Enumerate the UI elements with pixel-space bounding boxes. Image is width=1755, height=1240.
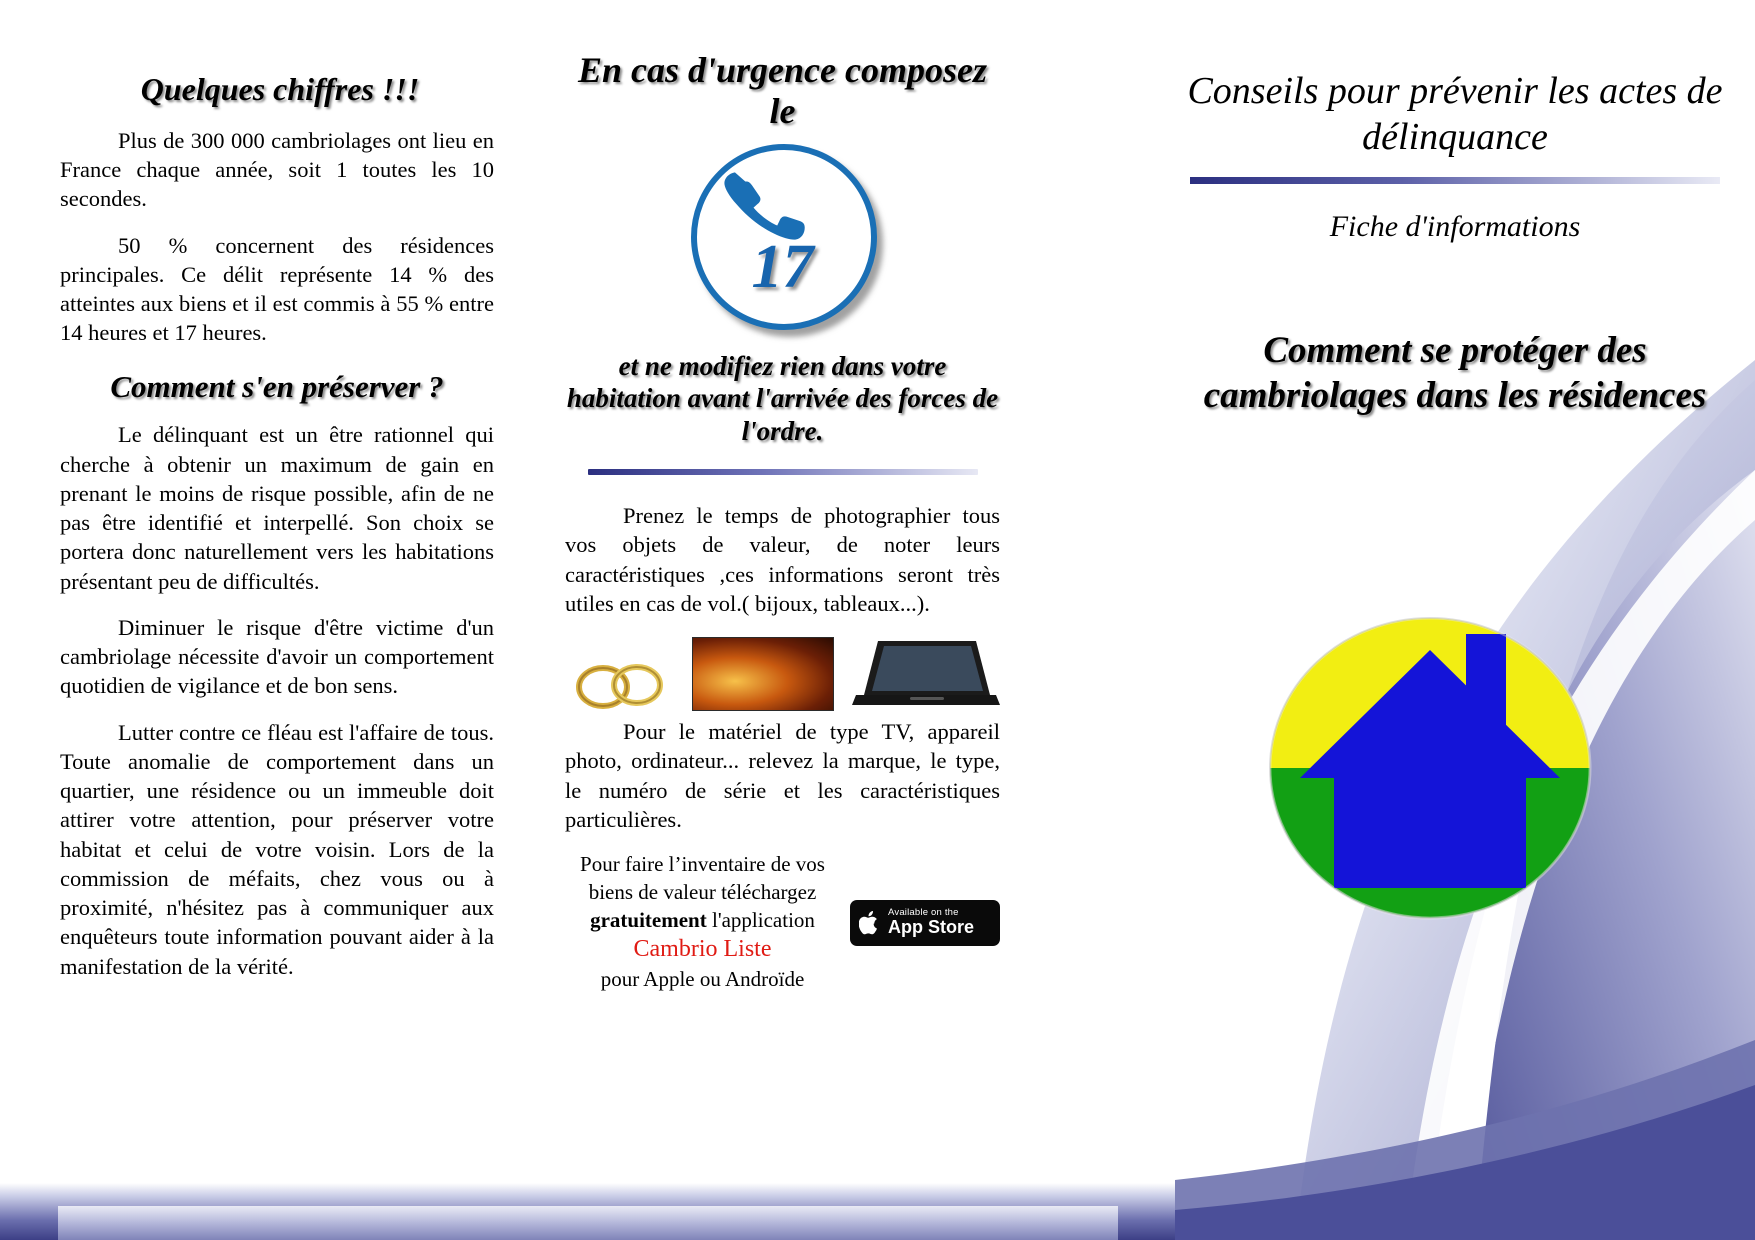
valuables-image-row [565, 635, 1000, 711]
logo-graphic [1230, 610, 1650, 950]
right-divider [1190, 177, 1720, 184]
middle-divider [588, 469, 978, 475]
heading-en-cas-durgence: En cas d'urgence composez le [578, 50, 987, 132]
heading-ne-modifiez-rien: et ne modifiez rien dans votre habitation avant l'arrivée des forces de l'ordre. [566, 351, 999, 446]
heading-comment-sen-preserver: Comment s'en préserver ? [110, 368, 444, 404]
app-store-badge-small: Available on the [888, 907, 959, 919]
app-promo-text [565, 851, 840, 994]
house-shield-logo [1230, 610, 1650, 950]
heading-quelques-chiffres: Quelques chiffres !!! [140, 71, 420, 107]
app-promo-application: l'application [706, 907, 815, 932]
paragraph-delinquant: Le délinquant est un être rationnel qui cherche à obtenir un maximum de gain en prenant le moins de risque possible, afin de ne pas être identifié et interpellé. Son choix se portera donc naturellement vers les habitations présentant peu de difficultés. [60, 422, 494, 594]
middle-column [565, 0, 1000, 1240]
paragraph-statistics-2: 50 % concernent des résidences principales. Ce délit représente 14 % des atteintes aux biens et il est commis à 55 % entre 14 heures et 17 heures. [60, 232, 494, 346]
laptop-photo [850, 637, 1000, 711]
app-promo-gratuitement: gratuitement [590, 907, 707, 932]
paragraph-diminuer-risque: Diminuer le risque d'être victime d'un cambriolage nécessite d'avoir un comportement quotidien de vigilance et de bon sens. [60, 614, 494, 699]
app-promo-line-1: Pour faire l’inventaire de vos [580, 852, 825, 877]
app-name-label: Cambrio Liste [633, 936, 772, 963]
wedding-rings-photo [565, 649, 675, 711]
subtitle-fiche-informations: Fiche d'informations [1329, 209, 1581, 243]
app-store-badge[interactable] [850, 900, 1000, 946]
app-promo-line-2: biens de valeur téléchargez [588, 879, 817, 904]
heading-conseils-prevenir: Conseils pour prévenir les actes de délinquance [1187, 70, 1723, 159]
left-column [60, 0, 500, 1240]
app-store-badge-big: App Store [888, 917, 975, 938]
paragraph-lutter-fleau: Lutter contre ce fléau est l'affaire de tous. Toute anomalie de comportement dans un quartier, une résidence ou un immeuble doit attirer votre attention, pour préserver votre habitat et celui de votre voisin. Lors de la commission de méfaits, chez vous ou à proximité, n'hésitez pas à communiquer aux enquêteurs toute information pouvant aider à la manifestation de la vérité. [60, 719, 494, 979]
paragraph-materiel: Pour le matériel de type TV, appareil photo, ordinateur... relevez la marque, le type, le numéro de série et les caractéristiques particulières. [565, 719, 1000, 832]
apple-logo-icon [859, 910, 881, 936]
left-column-body [60, 126, 500, 981]
emergency-number-badge [663, 140, 903, 340]
paragraph-statistics-1: Plus de 300 000 cambriolages ont lieu en France chaque année, soit 1 toutes les 10 secondes. [60, 127, 494, 212]
emergency-number-text: 17 [751, 233, 814, 302]
app-promo-line-3 [565, 907, 840, 935]
app-promo-line-5: pour Apple ou Androïde [600, 967, 805, 992]
painting-photo [692, 637, 834, 711]
app-promo-block [565, 851, 1000, 994]
heading-comment-se-proteger: Comment se protéger des cambriolages dans les résidences [1203, 329, 1707, 416]
app-store-badge-text [888, 908, 974, 937]
paragraph-photographier: Prenez le temps de photographier tous vos objets de valeur, de noter leurs caractéristiques ,ces informations seront très utiles en cas de vol.( bijoux, tableaux...). [565, 503, 1000, 616]
